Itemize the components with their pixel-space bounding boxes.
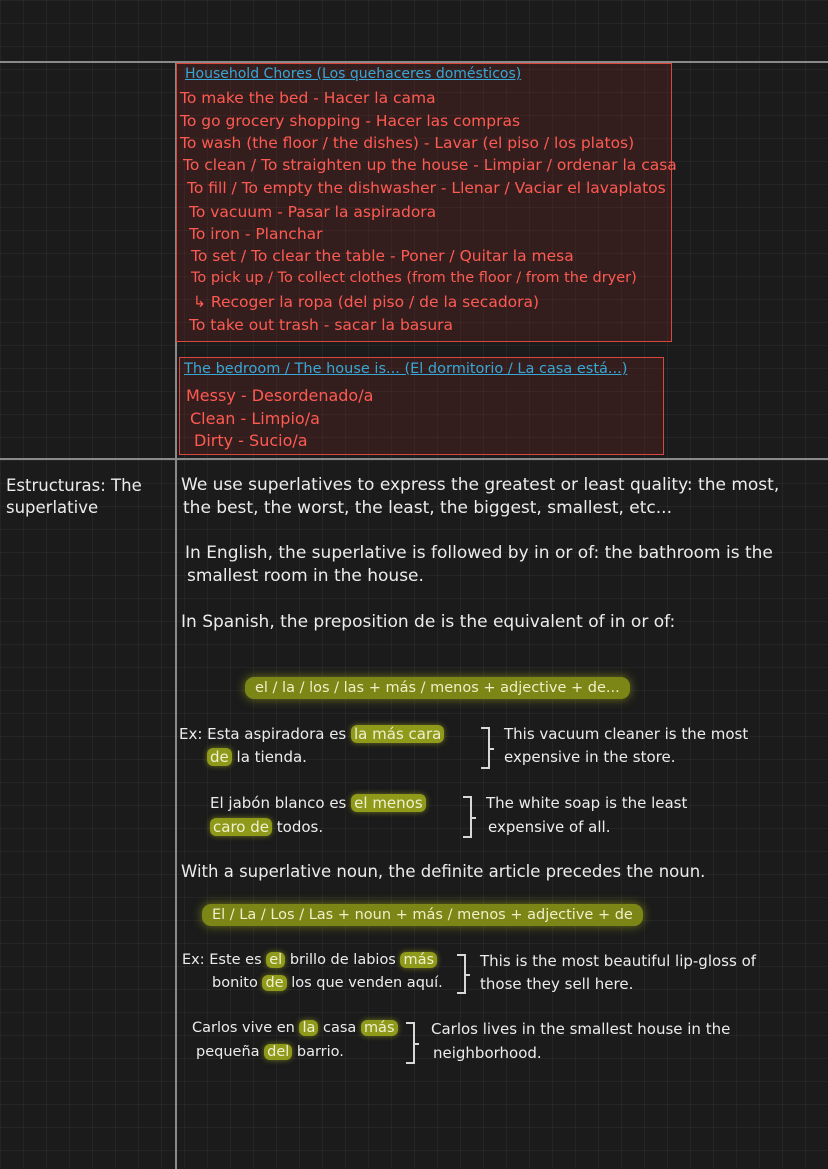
example-3-line1	[182, 952, 437, 968]
chore-line: To make the bed - Hacer la cama	[180, 89, 436, 107]
example-1-highlight: la más cara	[351, 725, 444, 743]
formula-highlight-2: El / La / Los / Las + noun + más / menos + adjective + de	[202, 904, 643, 926]
example-4-text: casa	[323, 1020, 357, 1036]
section-divider	[0, 458, 828, 460]
example-2-text: todos.	[276, 818, 324, 836]
bracket	[457, 954, 466, 994]
example-4-translation-line1: Carlos lives in the smallest house in the	[431, 1020, 731, 1038]
example-2-line1	[210, 794, 426, 812]
example-3-text: bonito	[212, 975, 258, 991]
example-3-text: los que venden aquí.	[291, 975, 443, 991]
bedroom-title: The bedroom / The house is... (El dormitorio / La casa está...)	[184, 361, 628, 377]
example-3-translation-line1: This is the most beautiful lip-gloss of	[480, 952, 757, 970]
example-2-translation-line1: The white soap is the least	[486, 794, 688, 812]
example-1-translation-line2: expensive in the store.	[504, 748, 676, 766]
example-1-text: Ex: Esta aspiradora es	[179, 725, 347, 743]
bedroom-box	[179, 357, 664, 455]
example-3-text: Ex: Este es	[182, 952, 262, 968]
bedroom-line: Messy - Desordenado/a	[186, 386, 374, 405]
example-4-line2	[196, 1044, 344, 1060]
chore-line: To set / To clear the table - Poner / Quitar la mesa	[191, 247, 574, 265]
example-4-highlight: del	[264, 1044, 292, 1060]
example-4-line1	[192, 1020, 398, 1036]
example-3-text: brillo de labios	[289, 952, 396, 968]
paragraph-2-line1: In English, the superlative is followed by in or of: the bathroom is the	[185, 543, 773, 563]
chore-line: To take out trash - sacar la basura	[189, 316, 454, 334]
example-2-text: El jabón blanco es	[210, 794, 347, 812]
paragraph-1-line2: the best, the worst, the least, the biggest, smallest, etc...	[183, 498, 672, 518]
bedroom-line: Dirty - Sucio/a	[194, 431, 308, 450]
example-4-text: barrio.	[296, 1044, 344, 1060]
example-4-translation-line2: neighborhood.	[433, 1044, 542, 1062]
example-1-line1	[179, 725, 444, 743]
example-2-highlight: caro de	[210, 818, 272, 836]
bedroom-line: Clean - Limpio/a	[190, 409, 320, 428]
chore-line: To wash (the floor / the dishes) - Lavar (el piso / los platos)	[180, 134, 635, 152]
bracket	[463, 796, 472, 838]
example-3-highlight: el	[266, 952, 285, 968]
chore-line: To iron - Planchar	[189, 225, 323, 243]
example-1-text: la tienda.	[236, 748, 307, 766]
example-3-translation-line2: those they sell here.	[480, 975, 634, 993]
example-4-highlight: la	[299, 1020, 318, 1036]
paragraph-2-line2: smallest room in the house.	[187, 566, 424, 586]
paragraph-1-line1: We use superlatives to express the greatest or least quality: the most,	[181, 475, 780, 495]
chore-line: ↳ Recoger la ropa (del piso / de la secadora)	[193, 293, 540, 311]
chore-line: To pick up / To collect clothes (from the floor / from the dryer)	[191, 270, 637, 286]
chore-line: To vacuum - Pasar la aspiradora	[189, 203, 437, 221]
bracket	[406, 1022, 415, 1064]
chore-line: To clean / To straighten up the house - Limpiar / ordenar la casa	[183, 156, 677, 174]
example-1-highlight: de	[207, 748, 232, 766]
paragraph-3: In Spanish, the preposition de is the equivalent of in or of:	[181, 612, 676, 632]
example-2-highlight: el menos	[351, 794, 426, 812]
example-2-translation-line2: expensive of all.	[488, 818, 611, 836]
bracket	[481, 727, 490, 769]
example-3-highlight: de	[262, 975, 286, 991]
example-3-highlight: más	[400, 952, 437, 968]
chores-title: Household Chores (Los quehaceres domésticos)	[185, 66, 522, 82]
example-2-line2	[210, 818, 323, 836]
example-4-text: Carlos vive en	[192, 1020, 295, 1036]
formula-highlight-1: el / la / los / las + más / menos + adjective + de...	[245, 677, 630, 699]
example-1-line2	[207, 748, 307, 766]
example-4-highlight: más	[361, 1020, 398, 1036]
example-4-text: pequeña	[196, 1044, 260, 1060]
section-label-line1: Estructuras: The	[6, 476, 142, 495]
chore-line: To go grocery shopping - Hacer las compras	[180, 112, 521, 130]
section-label-line2: superlative	[6, 498, 99, 517]
chore-line: To fill / To empty the dishwasher - Llenar / Vaciar el lavaplatos	[187, 179, 666, 197]
chores-box	[176, 63, 677, 342]
example-3-line2	[212, 975, 443, 991]
paragraph-4: With a superlative noun, the definite article precedes the noun.	[181, 862, 706, 881]
example-1-translation-line1: This vacuum cleaner is the most	[504, 725, 749, 743]
